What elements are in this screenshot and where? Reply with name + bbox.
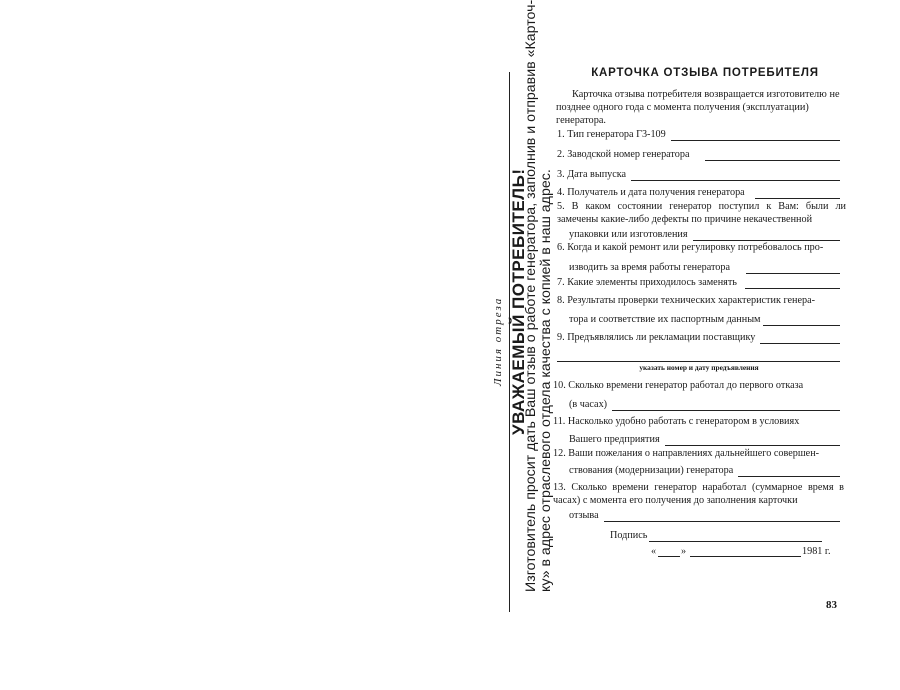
item-6-field[interactable] (746, 264, 840, 274)
item-2 (557, 148, 840, 161)
item-8-field[interactable] (763, 316, 841, 326)
item-13 (569, 509, 840, 522)
item-6 (569, 261, 840, 274)
item-4-label: 4. Получатель и дата получения генератора (557, 187, 745, 198)
item-11-text: 11. Насколько удобно работать с генератором в условиях (553, 416, 800, 427)
item-13-label: отзыва (569, 510, 599, 521)
item-6-label: изводить за время работы генератора (569, 262, 731, 273)
item-4 (557, 186, 840, 199)
item-9 (557, 331, 840, 344)
item-7-field[interactable] (745, 279, 840, 289)
item-11-label: Вашего предприятия (569, 434, 660, 445)
item-13-text: 13. Сколько времени генератор наработал (суммарное время в часах) с момента его получения до заполнения карточки (553, 482, 844, 506)
item-3-label: 3. Дата выпуска (557, 169, 627, 180)
item-1-label: 1. Тип генератора Г3-109 (557, 129, 666, 140)
signature (610, 529, 822, 542)
item-10-label: (в часах) (569, 399, 608, 410)
item-11 (569, 433, 840, 446)
signature-label: Подпись (610, 530, 648, 541)
item-1-field[interactable] (671, 131, 840, 141)
card-intro: Карточка отзыва потребителя возвращается изготовителю не позднее одного года с момента получения (эксплуатации) генератора. (556, 89, 840, 126)
item-9-caption: указать номер и дату предъявления (639, 363, 759, 372)
item-7-label: 7. Какие элементы приходилось заменять (557, 277, 737, 288)
item-12-text: 12. Ваши пожелания о направлениях дальнейшего совершен- (553, 448, 820, 459)
item-10-field[interactable] (612, 401, 840, 411)
item-13-field[interactable] (604, 512, 840, 522)
item-10-text: 10. Сколько времени генератор работал до первого отказа (553, 380, 804, 391)
cut-line-label: Линия отреза (492, 296, 504, 386)
item-8-label: тора и соответствие их паспортным данным (569, 314, 761, 325)
date-open-quote: « (651, 546, 657, 557)
item-1 (557, 128, 840, 141)
item-5 (569, 228, 840, 241)
item-2-label: 2. Заводской номер генератора (557, 149, 690, 160)
item-3-field[interactable] (631, 171, 840, 181)
item-11-field[interactable] (665, 436, 840, 446)
date-year: 1981 г. (802, 546, 831, 557)
date-day-field[interactable] (658, 556, 680, 557)
page-number: 83 (826, 599, 837, 611)
date-close-quote: » (681, 546, 687, 557)
item-4-field[interactable] (755, 189, 840, 199)
item-12 (569, 464, 840, 477)
item-12-field[interactable] (738, 467, 840, 477)
item-9-label: 9. Предъявлялись ли рекламации поставщику (557, 332, 756, 343)
side-heading: УВАЖАЕМЫЙ ПОТРЕБИТЕЛЬ! (509, 168, 528, 435)
item-7 (557, 276, 840, 289)
item-6-text: 6. Когда и какой ремонт или регулировку потребовалось про- (557, 242, 824, 253)
item-9-second-field[interactable] (557, 361, 840, 362)
item-5-text: 5. В каком состоянии генератор поступил к Вам: были ли замечены какие-либо дефекты по причине некачественной (557, 201, 846, 225)
item-9-field[interactable] (760, 334, 840, 344)
item-2-field[interactable] (705, 151, 840, 161)
card-title: КАРТОЧКА ОТЗЫВА ПОТРЕБИТЕЛЯ (591, 67, 819, 79)
signature-field[interactable] (649, 532, 822, 542)
item-3 (557, 168, 840, 181)
item-8 (569, 313, 840, 326)
side-text-line-1: Изготовитель просит дать Ваш отзыв о работе генератора, заполнив и отправив «Карточ- (523, 0, 539, 592)
side-text-line-2: ку» в адрес отраслевого отдела качества с копией в наш адрес. (538, 169, 554, 592)
item-10 (569, 398, 840, 411)
date-month-field[interactable] (690, 556, 801, 557)
item-5-field[interactable] (693, 231, 840, 241)
item-8-text: 8. Результаты проверки технических характеристик генера- (557, 295, 815, 306)
item-5-label: упаковки или изготовления (569, 229, 688, 240)
item-12-label: ствования (модернизации) генератора (569, 465, 734, 476)
